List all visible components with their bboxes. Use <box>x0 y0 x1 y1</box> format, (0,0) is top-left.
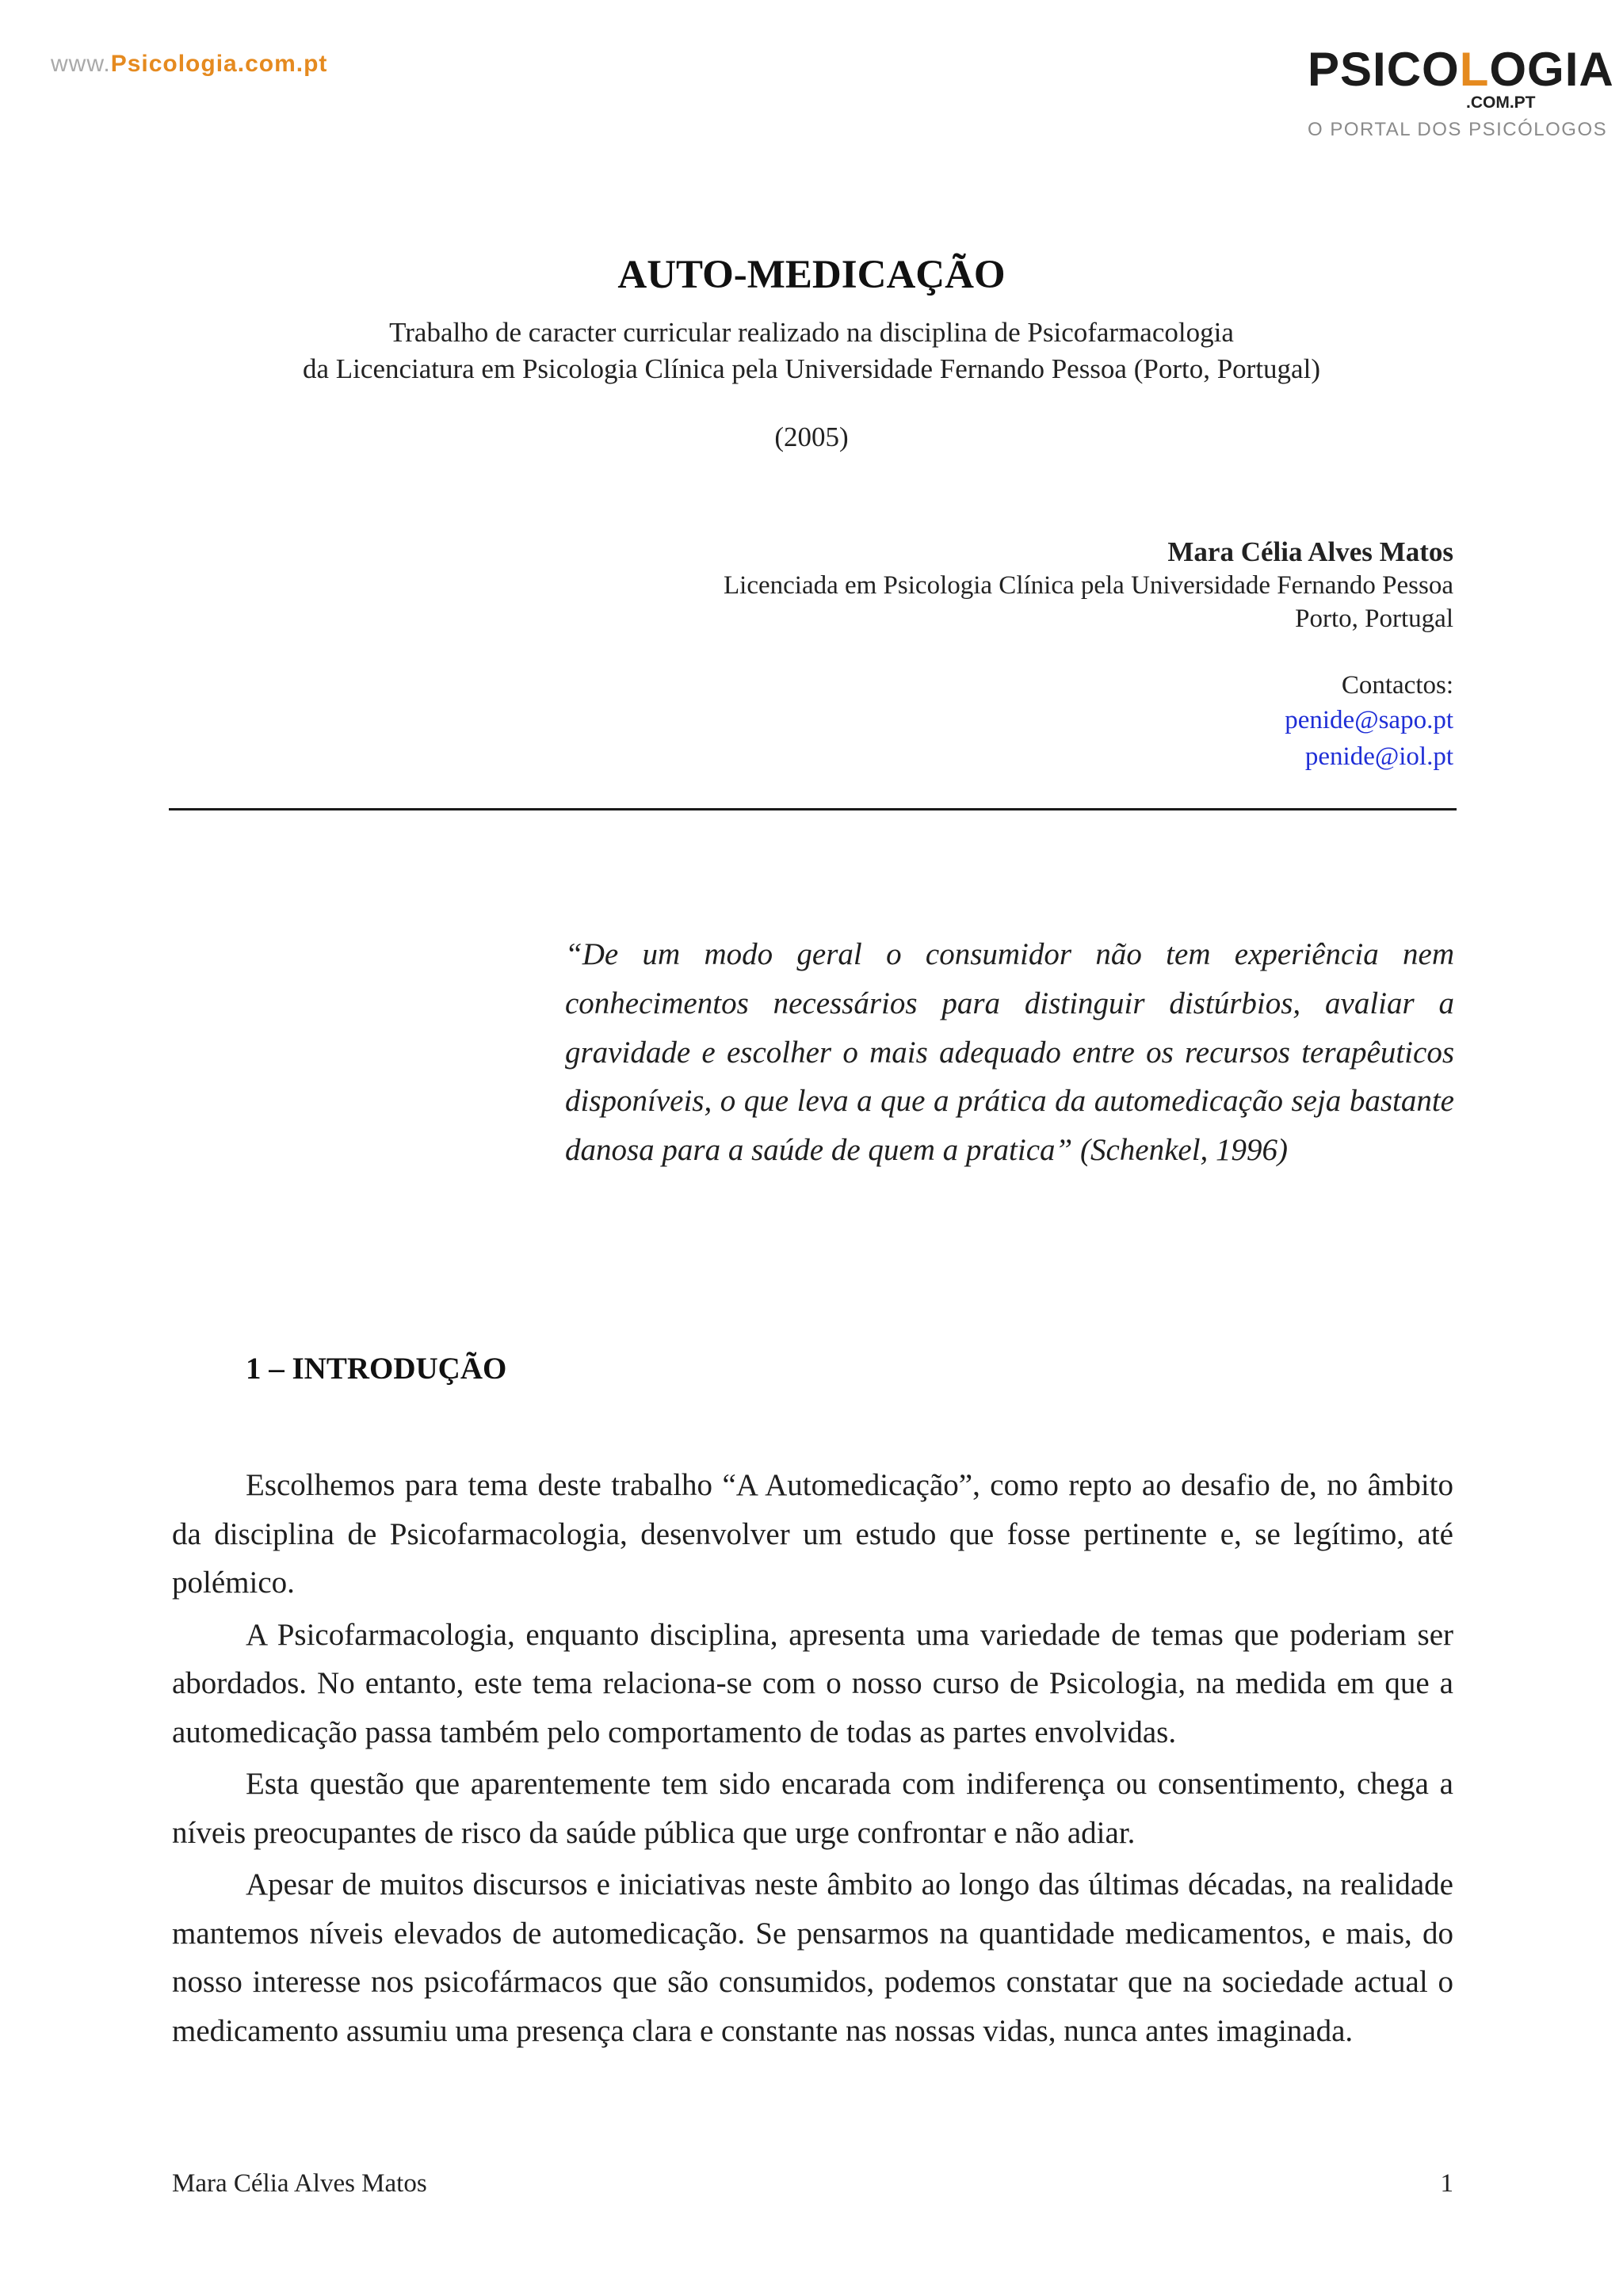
site-url-prefix: www. <box>51 51 111 77</box>
email-link-iol[interactable]: penide@iol.pt <box>1304 742 1453 771</box>
body-paragraph: Esta questão que aparentemente tem sido encarada com indiferença ou consentimento, chega a níveis preocupantes de risco da saúde pública que urge confrontar e não adiar. <box>172 1767 1453 1850</box>
author-block <box>724 536 1453 775</box>
logo-wordmark-mark: L <box>1459 43 1490 96</box>
header-divider <box>169 808 1457 810</box>
section-body <box>172 1461 1453 2058</box>
site-url[interactable] <box>51 51 327 78</box>
logo-tagline: O PORTAL DOS PSICÓLOGOS <box>1308 119 1608 140</box>
document-year: (2005) <box>774 421 849 452</box>
author-affiliation: Licenciada em Psicologia Clínica pela Universidade Fernando Pessoa <box>724 571 1453 600</box>
author-location: Porto, Portugal <box>1295 605 1453 633</box>
epigraph-quote: “De um modo geral o consumidor não tem experiência nem conhecimentos necessários para distinguir distúrbios, avaliar a gravidade e escolher o mais adequado entre os recursos terapêuticos disponíveis, o que leva a que a prática da automedicação seja bastante danosa para a saúde de quem a pratica” (Schenkel, 1996) <box>565 937 1454 1168</box>
logo-domain-suffix: .COM.PT <box>1466 93 1536 112</box>
email-link-sapo[interactable]: penide@sapo.pt <box>1285 706 1453 734</box>
body-paragraph: Escolhemos para tema deste trabalho “A Automedicação”, como repto ao desafio de, no âmbito da disciplina de Psicofarmacologia, desenvolver um estudo que fosse pertinente e, se legítimo, até polémico. <box>172 1468 1453 1600</box>
page-number: 1 <box>1440 2169 1453 2198</box>
body-paragraph: Apesar de muitos discursos e iniciativas neste âmbito ao longo das últimas décadas, na realidade mantemos níveis elevados de automedicação. Se pensarmos na quantidade medicamentos, e mais, do nosso interesse nos psicofármacos que são consumidos, podemos constatar que na sociedade actual o medicamento assumiu uma presença clara e constante nas nossas vidas, nunca antes imaginada. <box>172 1867 1453 2048</box>
contacts-label: Contactos: <box>1341 671 1453 700</box>
document-subtitle-line1: Trabalho de caracter curricular realizado na disciplina de Psicofarmacologia <box>389 317 1234 348</box>
author-name: Mara Célia Alves Matos <box>1167 536 1453 567</box>
body-paragraph: A Psicofarmacologia, enquanto disciplina, apresenta uma variedade de temas que poderiam ser abordados. No entanto, este tema relaciona-se com o nosso curso de Psicologia, na medida em que a automedicação passa também pelo comportamento de todas as partes envolvidas. <box>172 1617 1453 1749</box>
psicologia-logo <box>1308 43 1614 147</box>
logo-wordmark-part1: PSICO <box>1308 43 1460 96</box>
section-heading: 1 – INTRODUÇÃO <box>246 1352 507 1386</box>
document-title: AUTO-MEDICAÇÃO <box>617 253 1006 297</box>
footer-author: Mara Célia Alves Matos <box>172 2169 427 2198</box>
site-url-domain[interactable]: Psicologia.com.pt <box>110 51 328 77</box>
document-subtitle-line2: da Licenciatura em Psicologia Clínica pela Universidade Fernando Pessoa (Porto, Portugal) <box>303 353 1320 384</box>
logo-wordmark-part2: OGIA <box>1489 43 1614 96</box>
logo-wordmark <box>1308 43 1614 96</box>
